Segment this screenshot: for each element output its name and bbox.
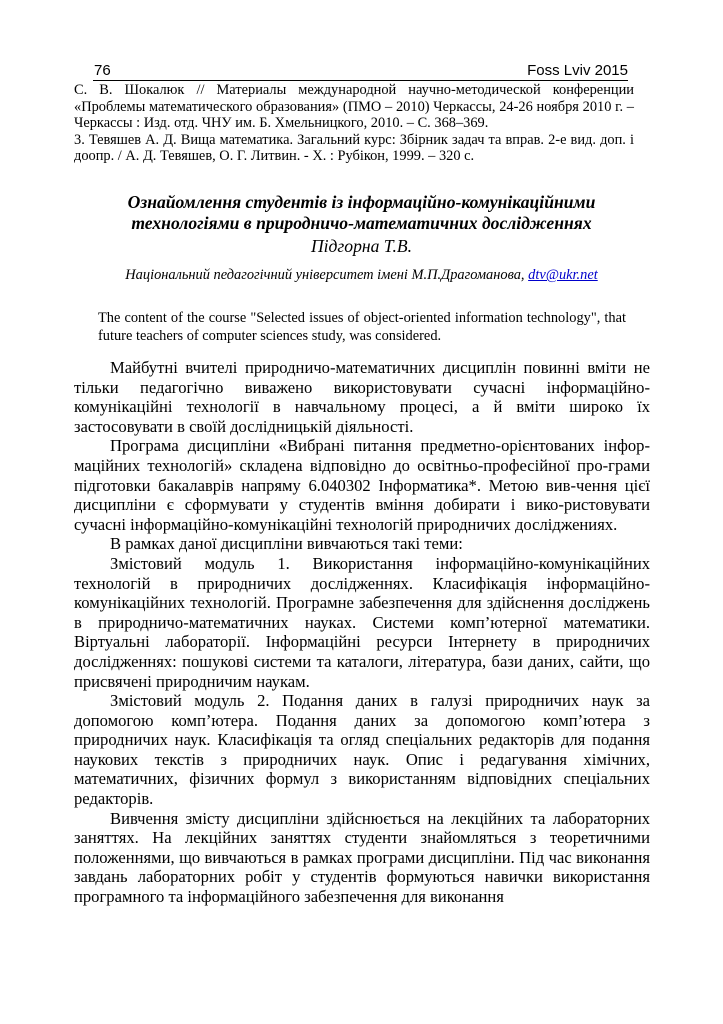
body-paragraph: Змістовий модуль 2. Подання даних в галузі природничих наук за допомогою комп’ютера. Подання даних за допомогою комп’ютера з природничих наук. Класифікація та огляд спеціальних редакторів для подання наукових текстів з природничих наук. Опис і редагування хімічних, математичних, фізичних формул з використанням відповідних спеціальних редакторів. — [74, 691, 650, 809]
body-paragraph: В рамках даної дисципліни вивчаються такі теми: — [110, 534, 463, 554]
reference-item: 3. Тевяшев А. Д. Вища математика. Загальний курс: Збірник задач та вправ. 2-е вид. доп. і доопр. / А. Д. Тевяшев, О. Г. Литвин. - Х. : Рубікон, 1999. – 320 с. — [74, 131, 634, 165]
abstract: The content of the course "Selected issues of object-oriented information technology", that future teachers of computer sciences study, was considered. — [98, 310, 626, 344]
reference-item: С. В. Шокалюк // Материалы международной научно-методической конференции «Проблемы математического образования» (ПМО – 2010) Черкассы, 24-26 ноября 2010 г. – Черкассы : Изд. отд. ЧНУ им. Б. Хмельницкого, 2010. – С. 368–369. — [74, 82, 634, 132]
reference-list — [74, 82, 634, 165]
affiliation-text: Національний педагогічний університет імені М.П.Драгоманова, — [125, 267, 525, 283]
running-header — [93, 62, 628, 81]
body-paragraph: Змістовий модуль 1. Використання інформаційно-комунікаційних технологій в природничих дослідженнях. Класифікація інформаційно-комунікаційних технологій. Програмне забезпечення для здійснення досліджень в природничо-математичних науках. Системи комп’ютерної математики. Віртуальні лабораторії. Інформаційні ресурси Інтернету в природничих дослідженнях: пошукові системи та каталоги, література, бази даних, сайти, що присвячені природничим наукам. — [74, 553, 650, 691]
conference-name: Foss Lviv 2015 — [527, 62, 628, 79]
body-paragraph: Вивчення змісту дисципліни здійснюється на лекційних та лабораторних заняттях. На лекційних заняттях студенти знайомляться з теоретичними положеннями, що вивчаються в рамках програми дисципліни. Під час виконання завдань лабораторних робіт у студентів формуються навички використання програмного та інформаційного забезпечення для виконання — [74, 808, 650, 907]
author-affiliation — [74, 266, 649, 284]
body-paragraph: Програма дисципліни «Вибрані питання предметно-орієнтованих інфор-маційних технологій» складена відповідно до освітньо-професійної про-грами підготовки бакалаврів напряму 6.040302 Інформатика*. Метою вив-чення цієї дисципліни є сформувати у студентів вміння добирати і вико-ристовувати сучасні інформаційно-комунікаційні технологій природничих досліджениях. — [74, 436, 650, 534]
page-number: 76 — [94, 62, 111, 79]
article-title: Ознайомлення студентів із інформаційно-комунікаційними технологіями в природничо-математичних дослідженнях — [127, 192, 596, 233]
article-body — [74, 358, 650, 907]
body-paragraph: Майбутні вчителі природничо-математичних дисциплін повинні вміти не тільки педагогічно виважено використовувати сучасні інформаційно-комунікаційні технології в навчальному процесі, а й вміти широко їх застосовувати в своїй дослідницькій діяльності. — [74, 358, 650, 436]
email-link[interactable]: dtv@ukr.net — [528, 267, 598, 283]
article-author: Підгорна Т.В. — [310, 236, 413, 256]
